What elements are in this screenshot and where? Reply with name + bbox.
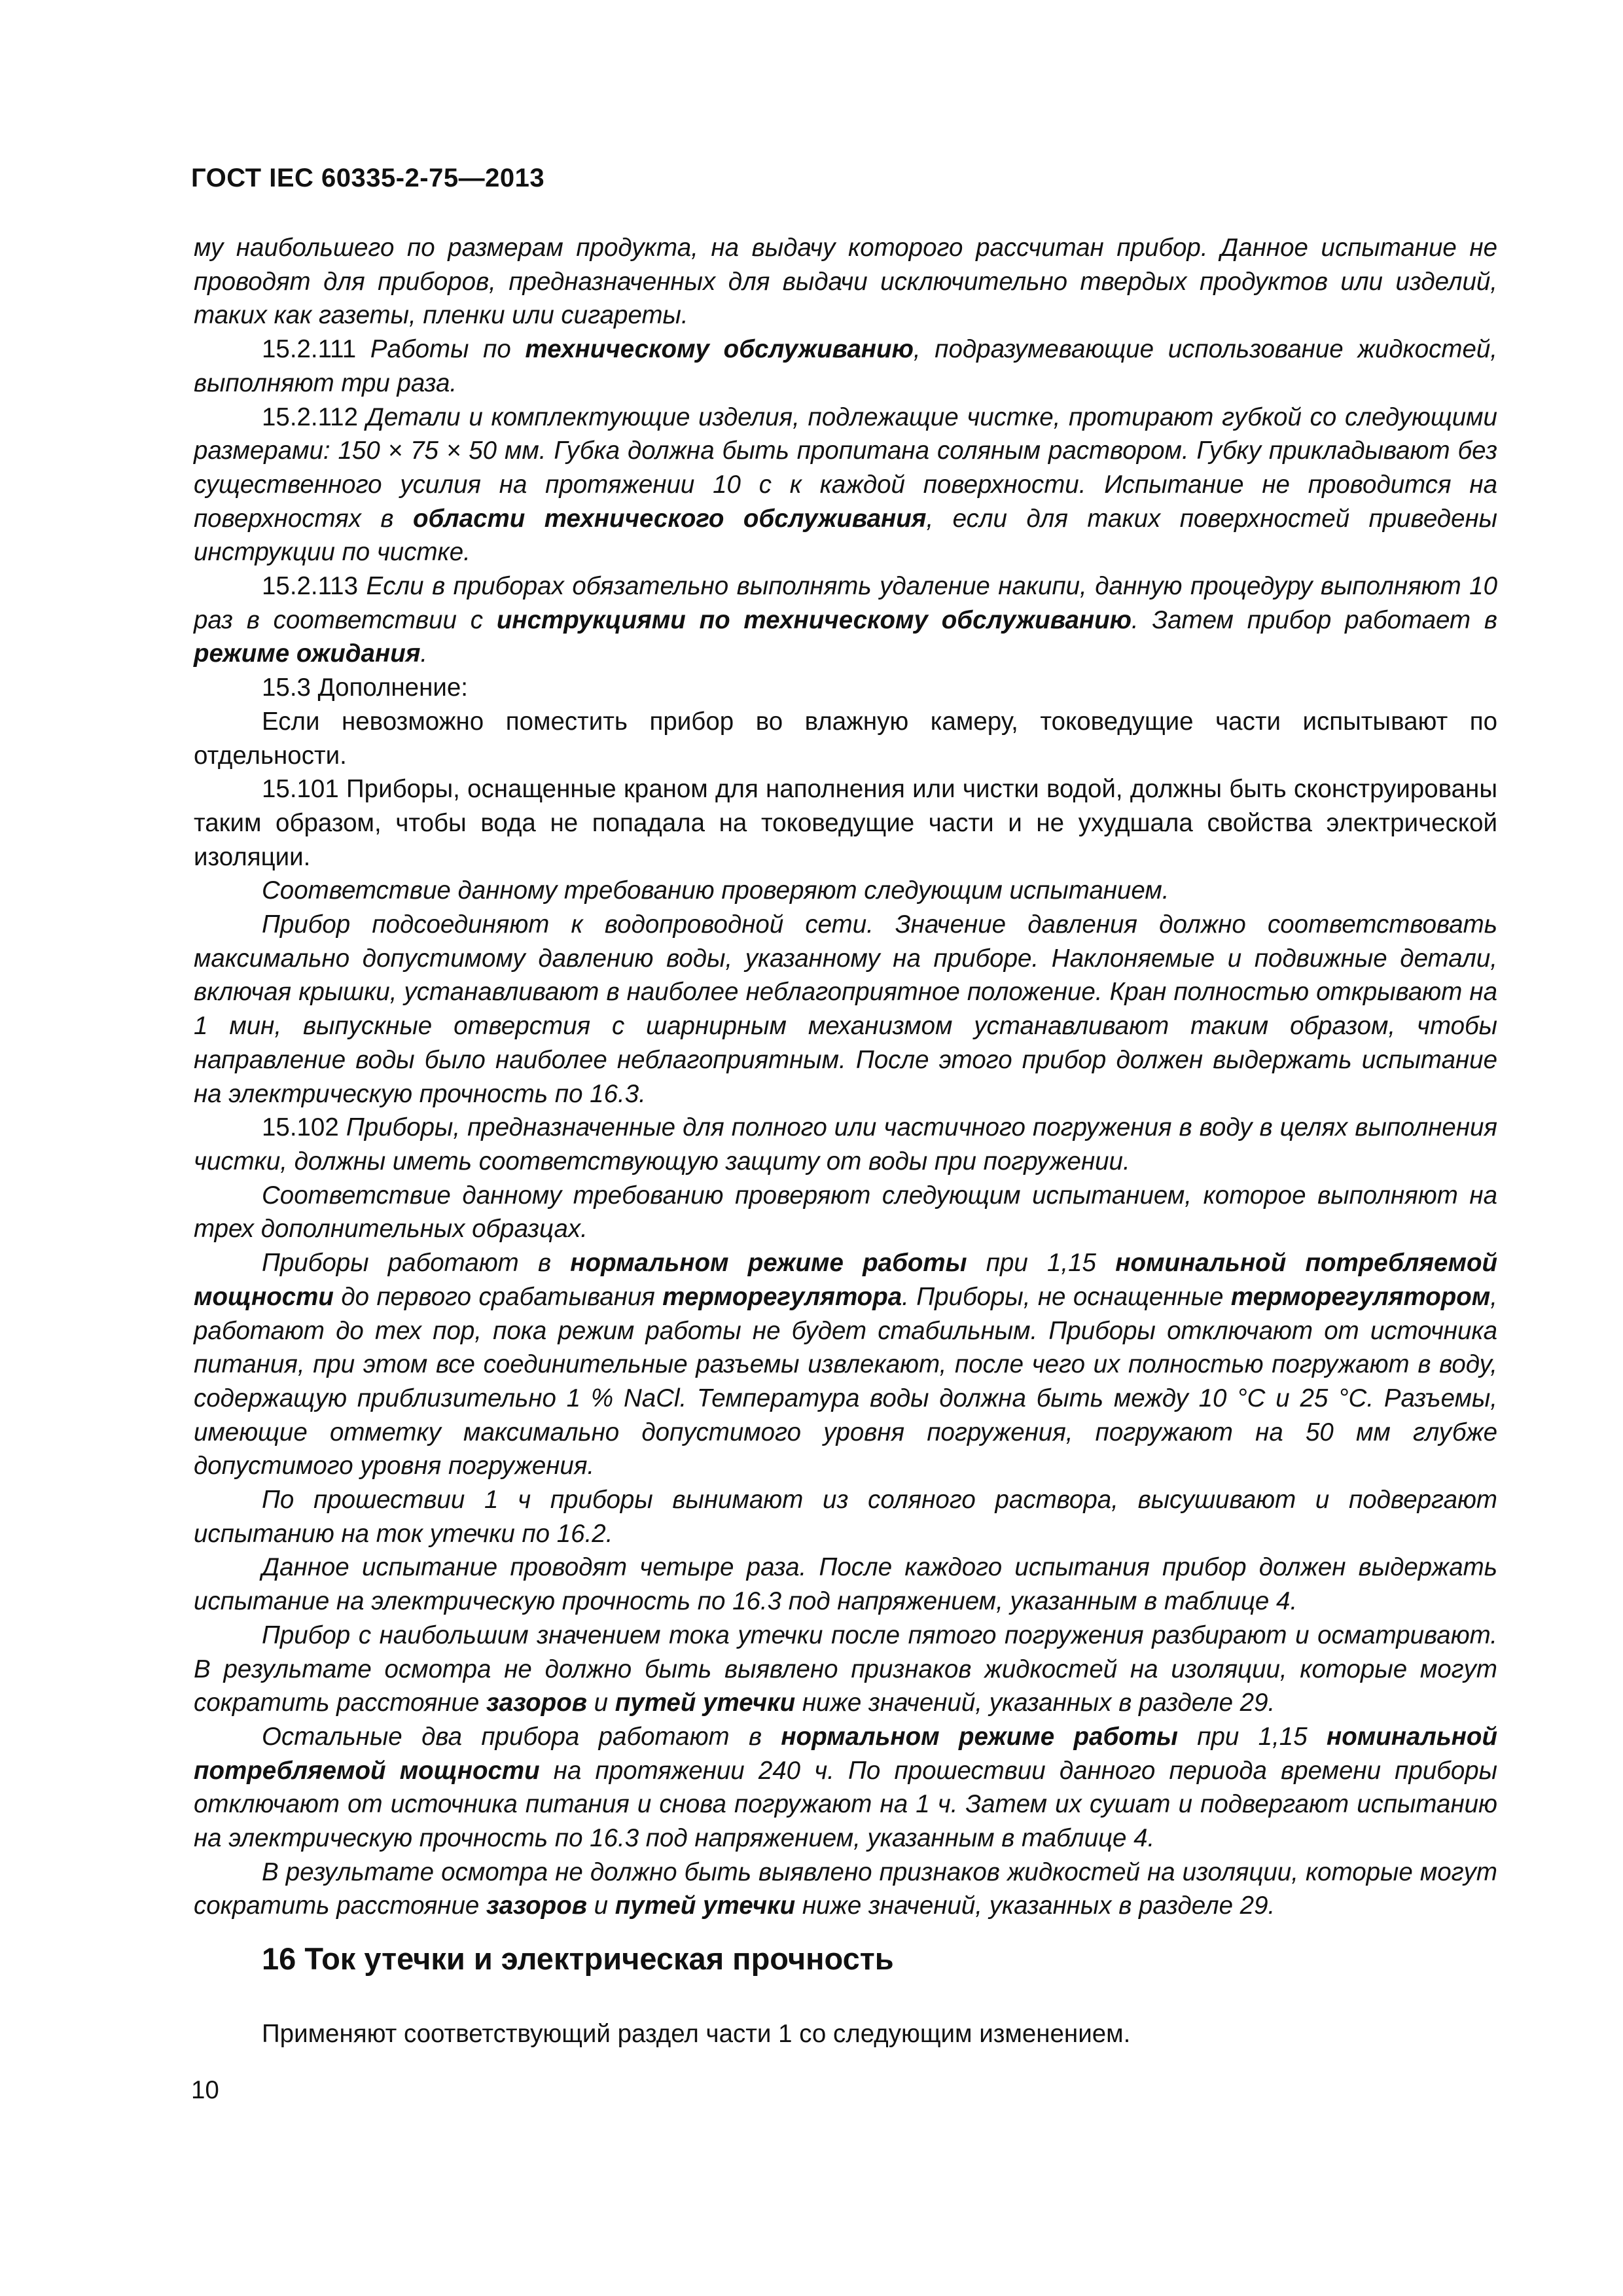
body-paragraph: [194, 705, 1497, 772]
body-paragraph: [194, 1619, 1497, 1720]
term-bold: терморегулятора: [662, 1282, 902, 1311]
text-run: му наибольшего по размерам продукта, на выдачу которого рассчитан прибор. Данное испытание не проводят для приборов, предназначенных для выдачи исключительно твердых продуктов или изделий, таких как газеты, пленки или сигареты.: [194, 234, 1497, 330]
text-run: ниже значений, указанных в разделе 29.: [795, 1689, 1275, 1717]
section-text: Применяют соответствующий раздел части 1 со следующим изменением.: [262, 2020, 1131, 2048]
text-run: Остальные два прибора работают в: [262, 1722, 781, 1751]
text-run: и: [586, 1892, 615, 1920]
text-run: Работы по: [370, 335, 526, 364]
text-run: при 1,15: [967, 1249, 1116, 1278]
term-bold: области технического обслуживания: [412, 504, 927, 533]
term-bold: путей утечки: [615, 1892, 796, 1920]
term-bold: номинальной потребляемой мощности: [194, 1249, 1497, 1311]
term-bold: зазоров: [486, 1892, 587, 1920]
text-run: 15.2.111: [262, 335, 370, 364]
body-paragraph: [194, 1856, 1497, 1923]
text-run: 15.102: [262, 1113, 346, 1142]
text-run: .: [420, 639, 428, 668]
text-run: В результате осмотра не должно быть выявлено признаков жидкостей на изоляции, которые могут сократить расстояние: [194, 1857, 1497, 1920]
text-run: Соответствие данному требованию проверяют следующим испытанием, которое выполняют на трех дополнительных образцах.: [194, 1181, 1497, 1244]
body-paragraph: [194, 1111, 1497, 1178]
text-run: Прибор подсоединяют к водопроводной сети. Значение давления должно соответствовать максимально допустимому давлению воды, указанному на приборе. Наклоняемые и подвижные детали, включая крышки, устанавливают в наиболее неблагоприятное положение. Кран полностью открывают на 1 мин, выпускные отверстия с шарнирным механизмом устанавливают таким образом, чтобы направление воды было наиболее неблагоприятным. После этого прибор должен выдержать испытание на электрическую прочность по 16.3.: [194, 910, 1497, 1108]
term-bold: зазоров: [486, 1689, 587, 1717]
text-run: и: [586, 1689, 615, 1717]
text-run: 15.2.112: [262, 403, 366, 431]
text-run: Соответствие данному требованию проверяют следующим испытанием.: [262, 876, 1169, 905]
text-run: до первого срабатывания: [333, 1282, 663, 1311]
body-paragraph: [194, 1246, 1497, 1483]
body-paragraph: [194, 1551, 1497, 1618]
term-bold: нормальном режиме работы: [781, 1722, 1178, 1751]
body-paragraph: [194, 1483, 1497, 1551]
body-paragraph: [194, 908, 1497, 1111]
term-bold: нормальном режиме работы: [570, 1249, 967, 1278]
body-paragraph: [194, 231, 1497, 332]
text-run: Приборы, предназначенные для полного или частичного погружения в воду в целях выполнения чистки, должны иметь соответствующую защиту от воды при погружении.: [194, 1113, 1497, 1175]
text-run: на протяжении 240 ч. По прошествии данного периода времени приборы отключают от источника питания и снова погружают на 1 ч. Затем их сушат и подвергают испытанию на электрическую прочность по 16.3 под напряжением, указанным в таблице 4.: [194, 1756, 1497, 1853]
text-run: 15.101 Приборы, оснащенные краном для наполнения или чистки водой, должны быть сконструированы таким образом, чтобы вода не попадала на токоведущие части и не ухудшала свойства электрической изоляции.: [194, 775, 1497, 871]
text-run: Детали и комплектующие изделия, подлежащие чистке, протирают губкой со следующими размерами: 150 × 75 × 50 мм. Губка должна быть пропитана соляным раствором. Губку прикладывают без существенного усилия на протяжении 10 с к каждой поверхности. Испытание не проводится на поверхностях в: [194, 403, 1497, 533]
body-paragraph: [194, 1720, 1497, 1856]
document-body: [194, 231, 1497, 1923]
body-paragraph: [194, 671, 1497, 705]
text-run: Данное испытание проводят четыре раза. После каждого испытания прибор должен выдержать испытание на электрическую прочность по 16.3 под напряжением, указанным в таблице 4.: [194, 1553, 1497, 1616]
text-run: По прошествии 1 ч приборы вынимают из соляного раствора, высушивают и подвергают испытанию на ток утечки по 16.2.: [194, 1486, 1497, 1548]
text-run: , если для таких поверхностей приведены инструкции по чистке.: [194, 504, 1498, 567]
text-run: , подразумевающие использование жидкостей, выполняют три раза.: [194, 335, 1497, 397]
term-bold: терморегулятором: [1230, 1282, 1491, 1311]
term-bold: номинальной потребляемой мощности: [194, 1722, 1497, 1785]
section-title: 16 Ток утечки и электрическая прочность: [262, 1941, 894, 1976]
text-run: , работают до тех пор, пока режим работы не будет стабильным. Приборы отключают от источника питания, при этом все соединительные разъемы извлекают, после чего их полностью погружают в воду, содержащую приблизительно 1 % NaCl. Температура воды должна быть между 10 °С и 25 °С. Разъемы, имеющие отметку максимально допустимого уровня погружения, погружают на 50 мм глубже допустимого уровня погружения.: [194, 1282, 1497, 1480]
body-paragraph: [194, 772, 1497, 874]
page-number: 10: [191, 2076, 219, 2104]
document-header-code: ГОСТ IEC 60335-2-75—2013: [191, 164, 545, 192]
term-bold: путей утечки: [615, 1689, 796, 1717]
text-run: Прибор с наибольшим значением тока утечки после пятого погружения разбирают и осматривают. В результате осмотра не должно быть выявлено признаков жидкостей на изоляции, которые могут сократить расстояние: [194, 1621, 1497, 1717]
text-run: Если невозможно поместить прибор во влажную камеру, токоведущие части испытывают по отдельности.: [194, 707, 1497, 770]
text-run: . Затем прибор работает в: [1131, 605, 1498, 634]
text-run: Если в приборах обязательно выполнять удаление накипи, данную процедуру выполняют 10 раз в соответствии с: [194, 572, 1497, 634]
body-paragraph: [194, 332, 1497, 400]
term-bold: инструкциями по техническому обслуживанию: [496, 605, 1132, 634]
text-run: Приборы работают в: [262, 1249, 571, 1278]
text-run: при 1,15: [1177, 1722, 1327, 1751]
body-paragraph: [194, 874, 1497, 908]
body-paragraph: [194, 1179, 1497, 1246]
body-paragraph: [194, 401, 1497, 570]
text-run: . Приборы, не оснащенные: [902, 1282, 1231, 1311]
term-bold: техническому обслуживанию: [525, 335, 914, 364]
term-bold: режиме ожидания: [194, 639, 421, 668]
text-run: ниже значений, указанных в разделе 29.: [795, 1892, 1275, 1920]
body-paragraph: [194, 569, 1497, 671]
text-run: 15.3 Дополнение:: [262, 673, 468, 702]
text-run: 15.2.113: [262, 572, 366, 601]
